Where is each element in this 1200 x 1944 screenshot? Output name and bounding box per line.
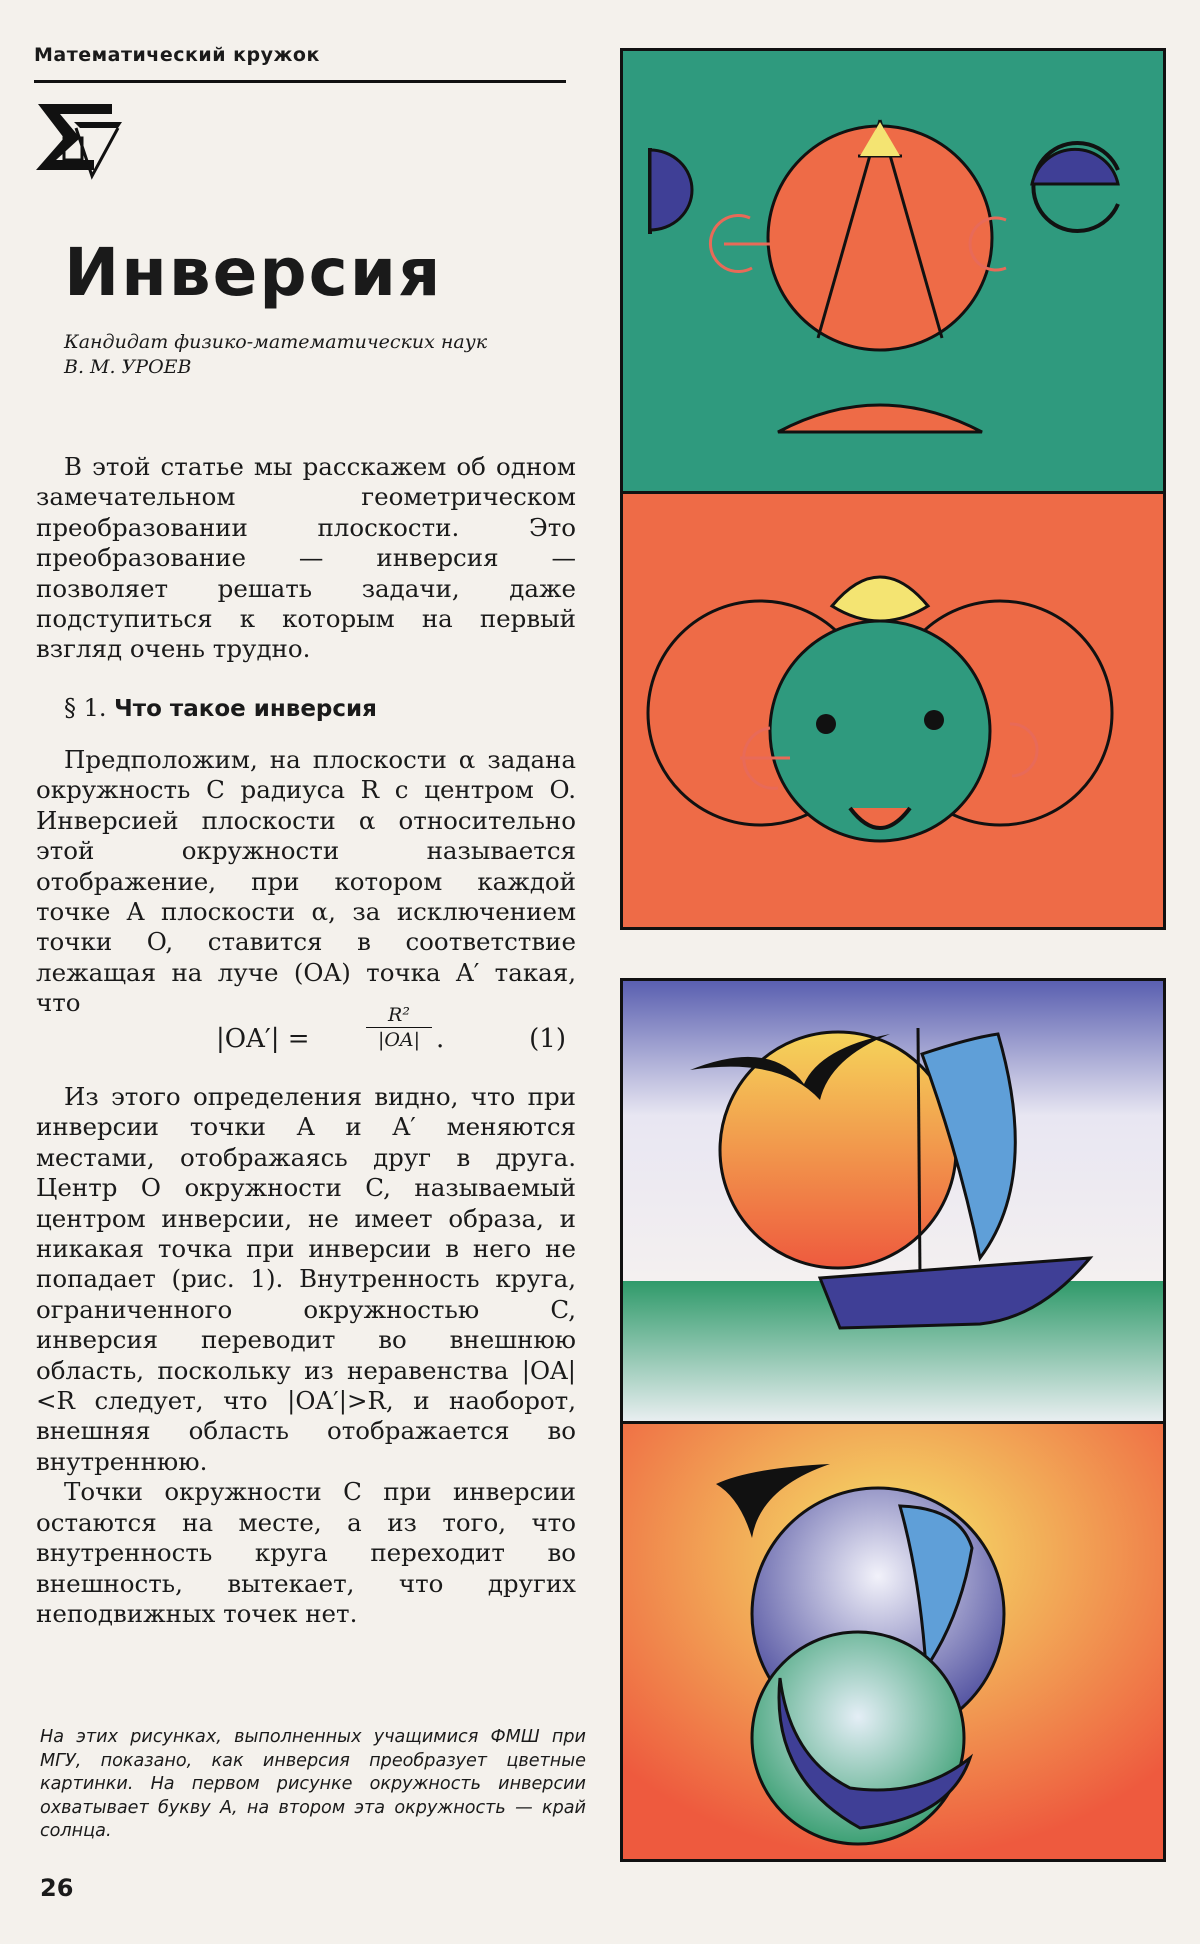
formula-fraction [366, 1004, 432, 1051]
section-number: § 1. [64, 694, 107, 722]
properties-paragraph: Из этого определения видно, что при инверсии точки A и A′ меняются местами, отображаясь друг в друга. Центр O окружности C, называемый центром инверсии, не имеет образа, и никакая точка при инверсии в него не попадает (рис. 1). Внутренность круга, ограниченного окружностью C, инверсия переводит во внешнюю область, поскольку из неравенства |OA|<R следует, что |OA′|>R, и наоборот, внешняя область отображается во внутреннюю. [36, 1082, 576, 1476]
intro-block [36, 452, 576, 665]
formula-1 [36, 1002, 576, 1074]
running-head: Математический кружок [34, 44, 320, 66]
author-degree: Кандидат физико-математических наук [64, 331, 488, 353]
page-number: 26 [40, 1874, 74, 1902]
article-title: Инверсия [64, 234, 443, 311]
formula-denominator: |OA| [377, 1029, 421, 1051]
section-heading [64, 694, 377, 722]
author-name: В. М. УРОЕВ [64, 356, 192, 378]
fixed-points-paragraph: Точки окружности C при инверсии остаются на месте, а из того, что внутренность круга переходит во внешность, вытекает, что других неподвижных точек нет. [36, 1477, 576, 1628]
byline [64, 330, 564, 380]
sigma-logo-icon [34, 98, 124, 182]
sunset-inversion-figure [620, 978, 1166, 1862]
peace-inversion-figure [620, 48, 1166, 930]
formula-numerator: R² [366, 1004, 432, 1028]
formula-lhs: |OA′| = [216, 1024, 310, 1054]
formula-period: . [436, 1024, 445, 1054]
intro-paragraph: В этой статье мы расскажем об одном замечательном геометрическом преобразовании плоскости. Это преобразование — инверсия — позволяет решать задачи, даже подступиться к которым на первый взгляд очень трудно. [36, 452, 576, 664]
definition-paragraph: Предположим, на плоскости α задана окружность C радиуса R с центром O. Инверсией плоскости α относительно этой окружности называется отображение, при котором каждой точке A плоскости α, за исключением точки O, ставится в соответствие лежащая на луче (OA) точка A′ такая, что [36, 745, 576, 1018]
header-rule [34, 80, 566, 83]
section1-block [36, 745, 576, 1019]
section-title: Что такое инверсия [114, 696, 377, 722]
figure-caption: На этих рисунках, выполненных учащимися ФМШ при МГУ, показано, как инверсия преобразует цветные картинки. На первом рисунке окружность инверсии охватывает букву А, на втором эта окружность — край солнца. [40, 1727, 586, 1841]
section1-continued [36, 1082, 576, 1629]
formula-number: (1) [529, 1024, 566, 1054]
